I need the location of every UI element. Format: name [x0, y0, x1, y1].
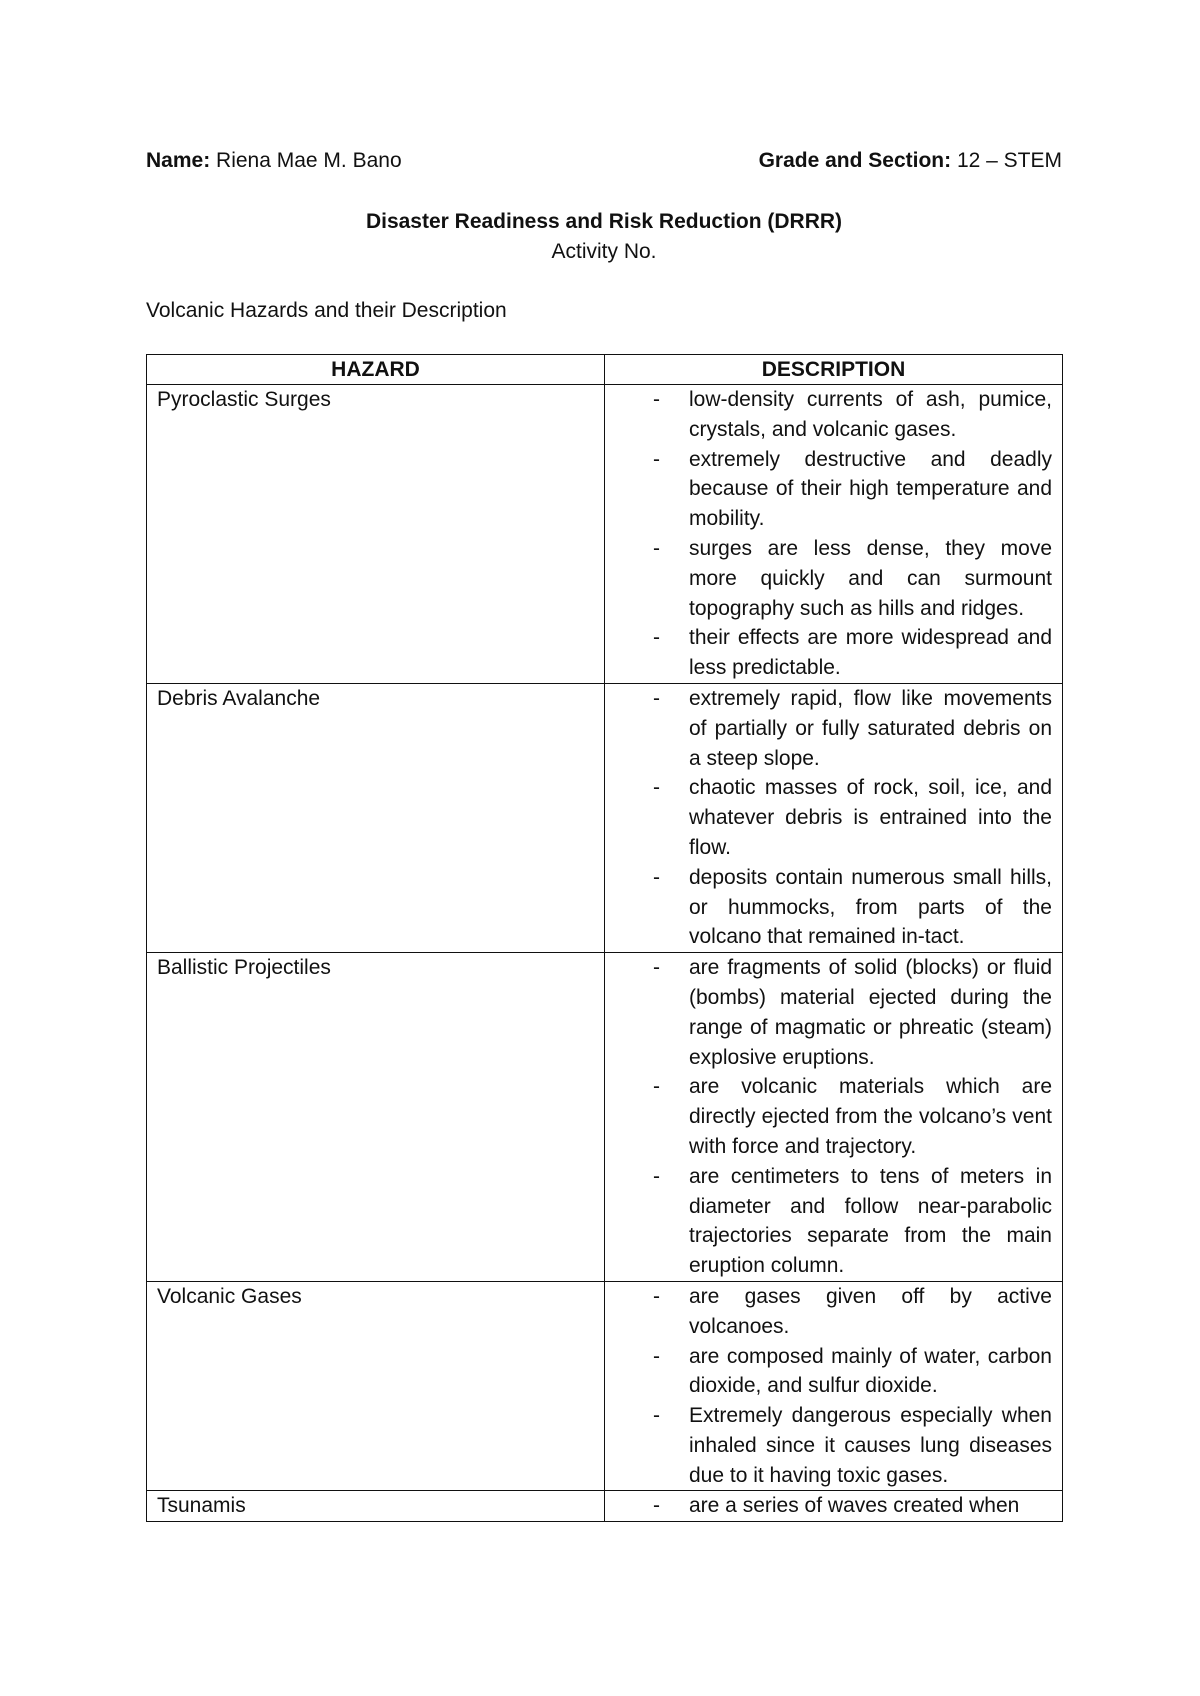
item-text: are centimeters to tens of meters in diameter and follow near-parabolic trajectories separate from the main eruption column.: [689, 1164, 1052, 1278]
name-value: Riena Mae M. Bano: [210, 149, 402, 172]
description-list: [605, 684, 1052, 952]
section-title: Volcanic Hazards and their Description: [146, 299, 507, 322]
description-list: [605, 385, 1052, 683]
hazard-name: Debris Avalanche: [147, 683, 605, 952]
list-item: [605, 1401, 1052, 1490]
item-text: Extremely dangerous especially when inhaled since it causes lung diseases due to it having toxic gases.: [689, 1404, 1052, 1487]
table-row: [147, 385, 1063, 684]
bullet-dash: -: [653, 956, 660, 980]
name-label: Name:: [146, 149, 211, 172]
bullet-dash: -: [653, 536, 660, 560]
item-text: extremely rapid, flow like movements of partially or fully saturated debris on a steep slope.: [689, 686, 1052, 770]
bullet-dash: -: [653, 1284, 660, 1308]
list-item: [605, 445, 1052, 534]
item-text: are composed mainly of water, carbon dioxide, and sulfur dioxide.: [689, 1344, 1052, 1398]
grade-and-section: [759, 147, 1062, 175]
bullet-dash: -: [653, 388, 660, 411]
item-text: are fragments of solid (blocks) or fluid (bombs) material ejected during the range of magmatic or phreatic (steam) explosive eruptions.: [689, 956, 1052, 1069]
subject-title: Disaster Readiness and Risk Reduction (DRRR): [365, 210, 843, 233]
description-list: [605, 1491, 1052, 1521]
grade-value: 12 – STEM: [951, 149, 1062, 172]
description-list: [605, 953, 1052, 1281]
description-column-header: DESCRIPTION: [605, 355, 1063, 385]
hazard-column-header: HAZARD: [147, 355, 605, 385]
list-item: [605, 1342, 1052, 1402]
bullet-dash: -: [653, 686, 660, 710]
hazard-name: Volcanic Gases: [147, 1281, 605, 1491]
item-text: are a series of waves created when: [689, 1494, 1020, 1518]
list-item: [605, 684, 1052, 773]
list-item: [605, 1282, 1052, 1342]
item-text: their effects are more widespread and less predictable.: [689, 626, 1052, 680]
bullet-dash: -: [653, 776, 660, 800]
hazard-name: Tsunamis: [147, 1491, 605, 1522]
item-text: are gases given off by active volcanoes.: [689, 1284, 1052, 1338]
item-text: deposits contain numerous small hills, or hummocks, from parts of the volcano that remained in-tact.: [689, 865, 1052, 949]
bullet-dash: -: [653, 865, 660, 889]
item-text: are volcanic materials which are directly ejected from the volcano’s vent with force and trajectory.: [689, 1075, 1052, 1158]
hazard-description: [605, 953, 1063, 1282]
bullet-dash: -: [653, 626, 660, 650]
list-item: [605, 385, 1052, 445]
list-item: [605, 1072, 1052, 1161]
activity-number: Activity No.: [551, 240, 657, 263]
grade-label: Grade and Section:: [758, 149, 952, 172]
list-item: [605, 863, 1052, 952]
bullet-dash: -: [653, 447, 660, 471]
table-header-row: [147, 355, 1063, 385]
table-row: [147, 683, 1063, 952]
bullet-dash: -: [653, 1344, 660, 1368]
bullet-dash: -: [653, 1494, 660, 1518]
hazard-name: Ballistic Projectiles: [147, 953, 605, 1282]
item-text: chaotic masses of rock, soil, ice, and whatever debris is entrained into the flow.: [689, 776, 1052, 859]
table-row: [147, 953, 1063, 1282]
list-item: [605, 534, 1052, 623]
item-text: surges are less dense, they move more quickly and can surmount topography such as hills and ridges.: [689, 536, 1052, 620]
list-item: [605, 953, 1052, 1072]
hazard-name: Pyroclastic Surges: [147, 385, 605, 684]
list-item: [605, 1162, 1052, 1281]
student-name: [146, 147, 402, 175]
description-list: [605, 1282, 1052, 1491]
bullet-dash: -: [653, 1404, 660, 1428]
hazard-description: [605, 385, 1063, 684]
table-row: [147, 1281, 1063, 1491]
list-item: [605, 623, 1052, 683]
hazard-description: [605, 1281, 1063, 1491]
table-row: [147, 1491, 1063, 1522]
list-item: [605, 773, 1052, 862]
bullet-dash: -: [653, 1164, 660, 1188]
item-text: low-density currents of ash, pumice, crystals, and volcanic gases.: [689, 388, 1052, 441]
hazard-description: [605, 1491, 1063, 1522]
hazard-description: [605, 683, 1063, 952]
hazards-table: [146, 354, 1063, 1522]
list-item: [605, 1491, 1052, 1521]
item-text: extremely destructive and deadly because of their high temperature and mobility.: [689, 447, 1052, 531]
bullet-dash: -: [653, 1075, 660, 1099]
